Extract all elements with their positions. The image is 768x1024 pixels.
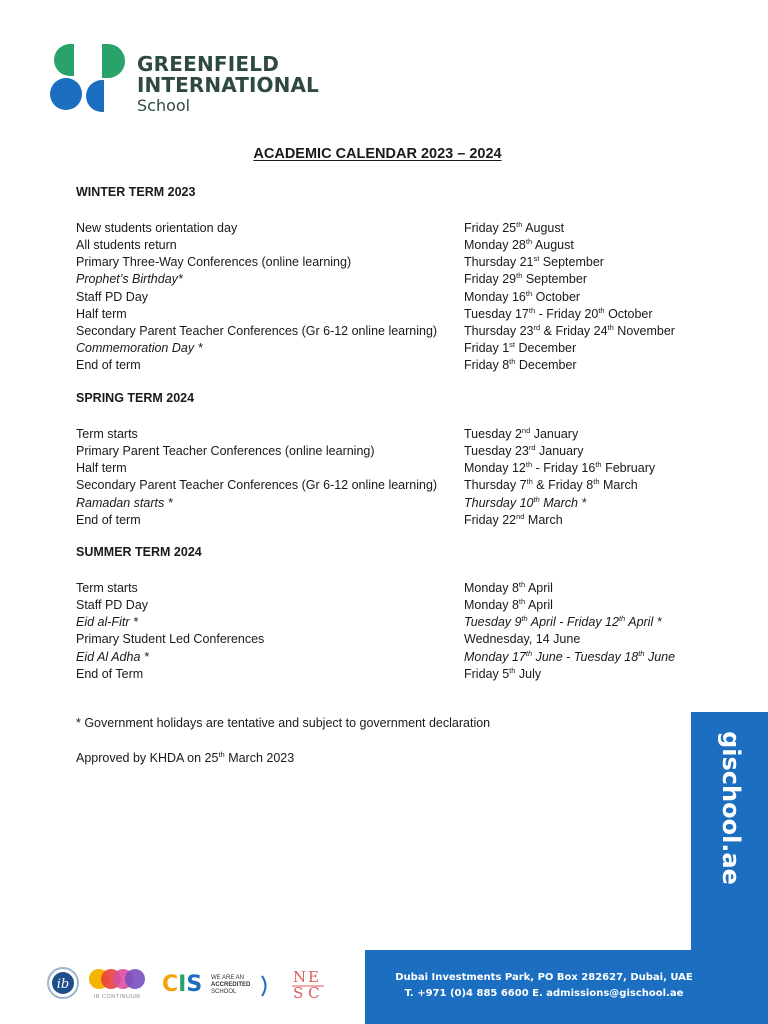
calendar-row [76, 357, 696, 374]
cis-sub-line1: WE ARE AN [211, 975, 245, 981]
event-name: Primary Three-Way Conferences (online learning) [76, 255, 352, 270]
svg-text:ib: ib [56, 977, 70, 992]
event-name: Commemoration Day * [76, 341, 203, 356]
document-title: ACADEMIC CALENDAR 2023 – 2024 [253, 146, 502, 162]
calendar-row [76, 614, 696, 631]
event-name: Half term [76, 461, 127, 476]
calendar-row [76, 495, 696, 512]
event-date: Thursday 23rd & Friday 24th November [464, 322, 675, 338]
term-heading: WINTER TERM 2023 [76, 185, 196, 199]
event-date: Tuesday 23rd January [464, 442, 584, 459]
event-date: Tuesday 2nd January [464, 425, 579, 441]
event-date: Wednesday, 14 June [464, 632, 581, 647]
event-name: Ramadan starts * [76, 495, 173, 510]
footer-contact-bar [365, 950, 768, 1024]
approval-note: Approved by KHDA on 25th March 2023 [76, 749, 295, 765]
event-date: Friday 5th July [464, 665, 542, 681]
event-date: Monday 28th August [464, 236, 574, 253]
event-name: Eid Al Adha * [76, 649, 149, 664]
calendar-row [76, 237, 696, 254]
event-name: Term starts [76, 427, 138, 441]
cis-word: CIS [162, 972, 203, 997]
accreditation-logos [46, 962, 346, 1006]
calendar-row [76, 254, 696, 271]
continuum-circles-icon [88, 966, 146, 992]
calendar-row [76, 649, 696, 666]
event-date: Friday 8th December [464, 357, 577, 373]
svg-text:E: E [308, 968, 319, 986]
event-name: End of Term [76, 666, 144, 681]
event-name: Staff PD Day [76, 598, 149, 613]
ib-continuum-text: IB CONTINUUM [93, 994, 141, 1000]
cis-sub-line2: ACCREDITED [211, 982, 251, 988]
school-logo [46, 44, 346, 114]
holiday-footnote: * Government holidays are tentative and subject to government declaration [76, 716, 491, 730]
term-heading: SPRING TERM 2024 [76, 391, 195, 405]
cis-accredited-logo [162, 972, 272, 1002]
calendar-row [76, 512, 696, 529]
calendar-row [76, 426, 696, 443]
event-name: Secondary Parent Teacher Conferences (Gr 6-12 online learning) [76, 323, 438, 338]
calendar-row [76, 631, 696, 648]
calendar-row [76, 220, 696, 237]
event-name: End of term [76, 512, 141, 527]
school-name-line3: School [137, 96, 191, 115]
event-date: Thursday 10th March * [464, 494, 587, 510]
calendar-row [76, 666, 696, 683]
event-name: Primary Student Led Conferences [76, 632, 265, 647]
svg-text:C: C [308, 984, 320, 1002]
calendar-row [76, 271, 696, 288]
calendar-row [76, 580, 696, 597]
event-name: All students return [76, 238, 177, 253]
event-date: Tuesday 9th April - Friday 12th April * [464, 614, 662, 630]
cis-sub-line3: SCHOOL [211, 989, 237, 995]
event-date: Friday 1st December [464, 339, 577, 356]
event-date: Friday 22nd March [464, 511, 563, 527]
school-name [137, 54, 319, 116]
footer-contact[interactable]: T. +971 (0)4 885 6600 E. admissions@gischool.ae [404, 988, 684, 999]
ib-logo-icon [46, 966, 80, 1000]
calendar-row [76, 597, 696, 614]
event-name: Secondary Parent Teacher Conferences (Gr 6-12 online learning) [76, 478, 438, 493]
event-name: Primary Parent Teacher Conferences (online learning) [76, 444, 375, 459]
ib-continuum-logo [88, 966, 146, 1002]
school-logo-mark-icon [46, 44, 130, 112]
event-date: Thursday 7th & Friday 8th March [464, 477, 638, 493]
calendar-row [76, 340, 696, 357]
event-name: Half term [76, 306, 127, 321]
event-name: End of term [76, 358, 141, 373]
event-date: Tuesday 17th - Friday 20th October [464, 305, 653, 321]
event-name: New students orientation day [76, 221, 238, 235]
event-date: Monday 8th April [464, 579, 553, 595]
cis-bracket-icon [260, 974, 270, 998]
school-name-line2: INTERNATIONAL [137, 73, 319, 97]
event-date: Monday 8th April [464, 596, 553, 613]
event-name: Eid al-Fitr * [76, 615, 138, 630]
calendar-row [76, 460, 696, 477]
event-date: Thursday 21st September [464, 254, 604, 270]
calendar-row [76, 443, 696, 460]
website-text[interactable]: gischool.ae [717, 731, 745, 885]
event-date: Monday 12th - Friday 16th February [464, 460, 656, 476]
calendar-row [76, 306, 696, 323]
event-name: Staff PD Day [76, 289, 149, 304]
event-name: Prophet’s Birthday* [76, 272, 183, 287]
calendar-row [76, 289, 696, 306]
event-date: Monday 17th June - Tuesday 18th June [464, 648, 676, 664]
school-name-line1: GREENFIELD [137, 52, 279, 76]
calendar-row [76, 477, 696, 494]
calendar-row [76, 323, 696, 340]
event-date: Friday 29th September [464, 271, 587, 287]
event-name: Term starts [76, 581, 138, 595]
svg-text:N: N [293, 968, 307, 986]
cis-subtext [211, 975, 250, 996]
event-date: Friday 25th August [464, 219, 565, 235]
event-date: Monday 16th October [464, 288, 581, 304]
svg-text:S: S [293, 984, 304, 1002]
footer-address: Dubai Investments Park, PO Box 282627, Dubai, UAE [395, 972, 693, 983]
neasc-logo-icon [290, 966, 328, 1006]
term-heading: SUMMER TERM 2024 [76, 545, 202, 559]
